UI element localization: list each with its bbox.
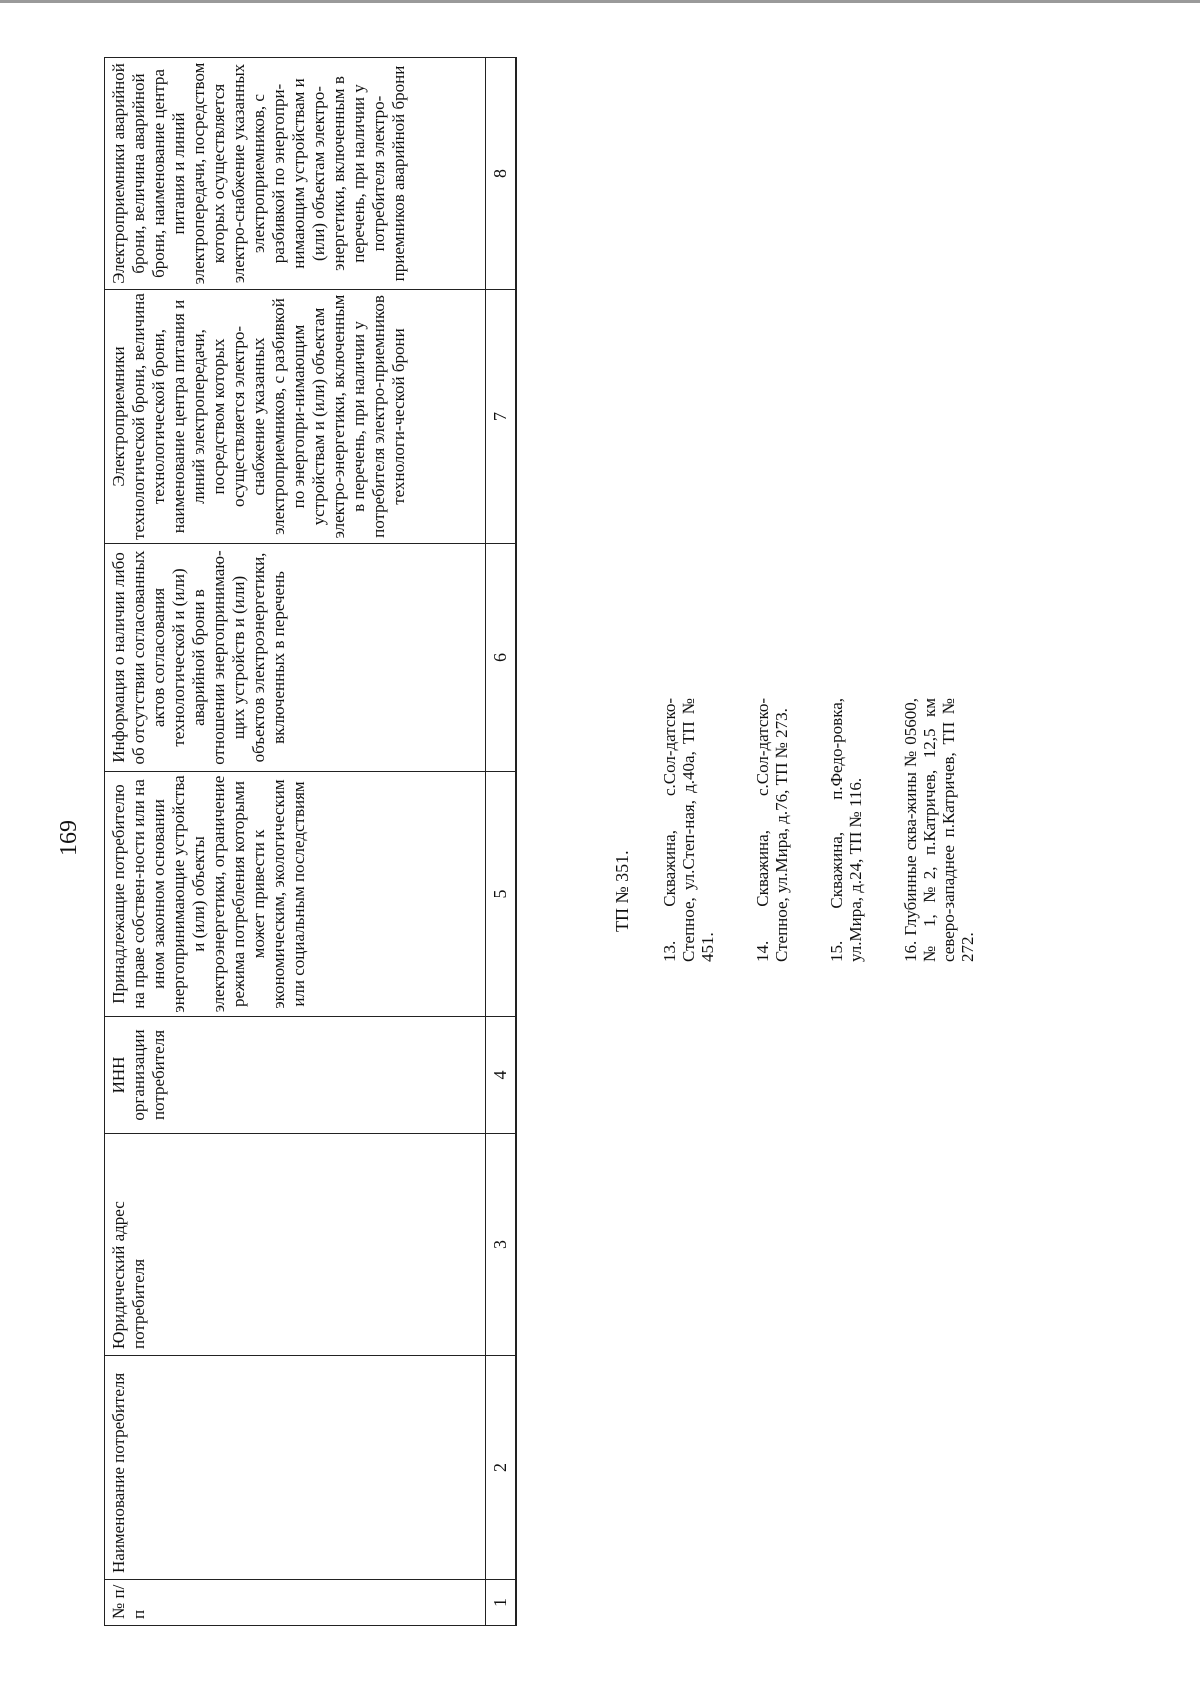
header-cell-technological-reserve: Электроприемники технологической брони, величина технологической брони, наименование центра питания и линий электропередачи, посредством которых осуществляется электро-снабжение указанных электроприемников, с разбивкой по энергопри-нимающим устройствам и (или) объектам электро-энергетики, включенным в перечень, при наличии у потребителя электро-приемников технологи-ческой брони [105,290,486,544]
page-number: 169 [56,820,82,856]
consumer-table [104,57,517,1626]
header-cell-emergency-reserve: Электроприемники аварийной брони, величина аварийной брони, наименование центра питания и линий электропередачи, посредством которых осуществляется электро-снабжение указанных электроприемников, с разбивкой по энергопри-нимающим устройствам и (или) объектам электро-энергетики, включенным в перечень, при наличии у потребителя электро-приемников аварийной брони [105,58,486,290]
header-cell-consumer-name: Наименование потребителя [105,1356,486,1580]
list-item: 16. Глубинные сква-жины № 05600, № 1, №2, п.Катричев, 12,5 км северо-западнее п.Катричев, ТП № 272. [901,698,977,962]
header-cell-number: № п/п [105,1580,486,1626]
column-number: 8 [486,58,517,290]
header-cell-inn: ИНН организации потребителя [105,1017,486,1134]
list-item: 14. Скважина, с.Сол-датско-Степное, ул.Мира, д.76, ТП № 273. [753,698,791,962]
list-item: 13. Скважина, с.Сол-датско-Степное, ул.Степ-ная, д.40а, ТП № 451. [660,698,717,962]
list-item: 15. Скважина, п.Федо-ровка, ул.Мира, д.24, ТП № 116. [827,698,865,962]
column-number: 6 [486,544,517,772]
column-number: 1 [486,1580,517,1626]
header-cell-agreement-info: Информация о наличии либо об отсутствии согласованных актов согласования технологической и (или) аварийной брони в отношении энергопринимаю-щих устройств и (или) объектов электроэнергетики, включенных в перечень [105,544,486,772]
column-number: 2 [486,1356,517,1580]
column-number: 4 [486,1017,517,1134]
row-list [660,698,1013,962]
column-number: 3 [486,1134,517,1356]
header-cell-devices: Принадлежащие потребителю на праве собствен-ности или на ином законном основании энергопринимающие устройства и (или) объекты электроэнергетики, ограничение режима потребления которыми может привести к экономическим, экологическим или социальным последствиям [105,772,486,1017]
header-cell-legal-address: Юридический адрес потребителя [105,1134,486,1356]
column-number: 7 [486,290,517,544]
column-number: 5 [486,772,517,1017]
continuation-text: ТП № 351. [612,850,632,932]
